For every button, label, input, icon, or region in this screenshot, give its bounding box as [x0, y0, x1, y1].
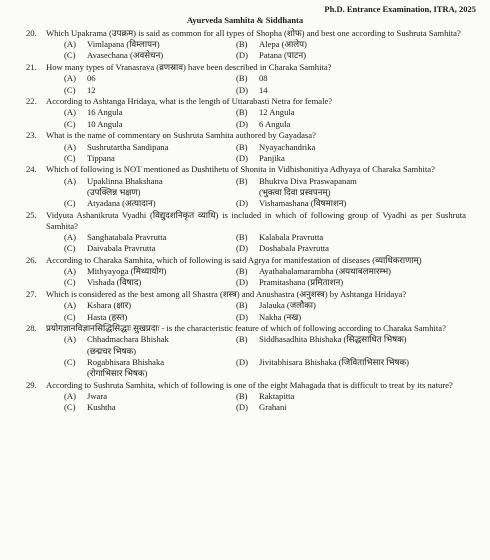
option-label: (B): [236, 107, 248, 118]
option-text: 14: [259, 84, 268, 95]
option-label: (A): [64, 39, 76, 50]
option-label: (D): [236, 402, 248, 413]
option-label: (C): [64, 402, 76, 413]
option: [64, 334, 236, 356]
option-label: (C): [64, 152, 76, 163]
option-label: (C): [64, 84, 76, 95]
option: [236, 277, 466, 288]
option-text: Mithyayoga (मिथ्यायोग): [87, 266, 167, 277]
option-label: (A): [64, 73, 76, 84]
options: [26, 266, 466, 288]
question-text: According to Charaka Samhita, which of following is said Agrya for manifestation of diseases (व्याधिकराणाम्): [46, 255, 422, 266]
question-text: Which of following is NOT mentioned as Dushtihetu of Shonita in Vidhishonitiya Adhyaya of Charaka Samhita?: [46, 164, 435, 175]
question-number: 24.: [26, 164, 37, 175]
question-item: [26, 323, 466, 379]
question-text: According to Ashtanga Hridaya, what is the length of Uttarabasti Netra for female?: [46, 96, 333, 107]
option: [64, 142, 236, 153]
option-text: Jivitabhisara Bhishaka (जिविताभिसार भिषक): [259, 356, 409, 367]
option: [64, 300, 236, 311]
option-label: (D): [236, 311, 248, 322]
option: [236, 334, 466, 356]
question-item: [26, 62, 466, 96]
option-text: Patana (पाटन): [259, 50, 306, 61]
option-label: (B): [236, 73, 248, 84]
option: [236, 85, 466, 96]
option: [64, 119, 236, 130]
option: [64, 73, 236, 84]
option-text: Ayathabalamarambha (अयथाबलमारम्भ): [259, 266, 391, 277]
option-text: Vishamashana (विषमाशन): [259, 198, 347, 209]
question-item: [26, 210, 466, 255]
option-label: (A): [64, 141, 76, 152]
option: [236, 266, 466, 277]
option: [236, 402, 466, 413]
question-item: [26, 380, 466, 414]
option-label: (B): [236, 300, 248, 311]
option-text: Sanghatabala Pravrutta: [87, 232, 167, 243]
option-text: Atyadana (अत्यादान): [87, 198, 156, 209]
option-text: 6 Angula: [259, 118, 291, 129]
option: [236, 153, 466, 164]
question-text: What is the name of commentary on Sushruta Samhita authored by Gayadasa?: [46, 130, 316, 141]
question-item: [26, 289, 466, 323]
options: [26, 142, 466, 164]
option-label: (B): [236, 175, 248, 186]
option: [236, 300, 466, 311]
option-text: Upaklinna Bhakshana: [87, 175, 163, 186]
option-label: (C): [64, 50, 76, 61]
option-label: (D): [236, 152, 248, 163]
option: [236, 176, 466, 198]
question-item: [26, 96, 466, 130]
question-item: [26, 164, 466, 209]
option: [236, 243, 466, 254]
option: [64, 357, 236, 379]
option-text: Daivabala Pravrutta: [87, 243, 156, 254]
question-number: 23.: [26, 130, 37, 141]
option: [64, 107, 236, 118]
question-text: Which is considered as the best among all Shastra (शस्त्र) and Anushastra (अनुशस्त्र) by Ashtanga Hridaya?: [46, 289, 407, 300]
option-label: (D): [236, 243, 248, 254]
question-text: प्रयोगज्ञानविज्ञानसिद्धिसिद्धाः सुखप्रदाः - is the characteristic feature of which of following according to Charaka Samhita?: [46, 323, 446, 334]
option-label: (A): [64, 266, 76, 277]
question-list: [26, 28, 466, 414]
question-text: Which Upakrama (उपक्रम) is said as common for all types of Shopha (शोफ) and best one according to Sushruta Samhita?: [46, 28, 461, 38]
options: [26, 107, 466, 129]
option-text: Panjika: [259, 152, 285, 163]
option: [236, 119, 466, 130]
option-label: (D): [236, 118, 248, 129]
option-label: (B): [236, 334, 248, 345]
option-text: 10 Angula: [87, 118, 123, 129]
option-text: Tippana: [87, 152, 115, 163]
option-text: Doshabala Pravrutta: [259, 243, 329, 254]
option: [64, 243, 236, 254]
option-text: Pramitashana (प्रमिताशन): [259, 277, 344, 288]
option-text: Raktapitta: [259, 391, 295, 401]
option-text: Avasechana (अवसेचन): [87, 50, 164, 61]
option: [64, 85, 236, 96]
option-text: 12: [87, 84, 96, 95]
option: [236, 357, 466, 379]
question-number: 26.: [26, 255, 37, 266]
question-item: [26, 255, 466, 289]
option: [64, 402, 236, 413]
option-label: (D): [236, 356, 248, 367]
option-label: (C): [64, 118, 76, 129]
option: [64, 277, 236, 288]
options: [26, 334, 466, 379]
option-label: (A): [64, 391, 76, 401]
option-text: Bhuktva Diva Praswapanam: [259, 175, 357, 186]
question-number: 27.: [26, 289, 37, 300]
option-text: Grahani: [259, 402, 287, 413]
option-label: (A): [64, 300, 76, 311]
option: [236, 50, 466, 61]
option-label: (C): [64, 311, 76, 322]
options: [26, 39, 466, 61]
option-text: Rogabhisara Bhishaka: [87, 356, 165, 367]
option-label: (D): [236, 277, 248, 288]
option-text: Kushtha: [87, 402, 116, 413]
options: [26, 176, 466, 210]
option: [64, 50, 236, 61]
option-label: (D): [236, 50, 248, 61]
option-text: 08: [259, 73, 268, 84]
options: [26, 73, 466, 95]
option: [236, 232, 466, 243]
option: [64, 391, 236, 402]
option-text: Alepa (आलेप): [259, 39, 307, 50]
question-item: [26, 28, 466, 62]
option-label: (C): [64, 277, 76, 288]
option: [64, 266, 236, 277]
option-text: Vimlapana (विम्लापन): [87, 39, 160, 50]
question-number: 28.: [26, 323, 37, 334]
option-label: (C): [64, 243, 76, 254]
option: [64, 176, 236, 198]
option-text: Jwara: [87, 391, 108, 401]
options: [26, 300, 466, 322]
option: [236, 142, 466, 153]
option-label: (A): [64, 175, 76, 186]
options: [26, 232, 466, 254]
option-label: (B): [236, 232, 248, 243]
option-text: 16 Angula: [87, 107, 123, 118]
option-label: (C): [64, 356, 76, 367]
question-item: [26, 130, 466, 164]
question-text: Vidyuta Ashanikruta Vyadhi (विद्युदशनिकृत व्याधि) is included in which of following group of Vyadhi as per Sushruta Samhita?: [46, 209, 466, 231]
option-text: Nyayachandrika: [259, 141, 316, 152]
option-label: (C): [64, 198, 76, 209]
option-text-devanagari: (उपक्लिन्न भक्षण): [87, 186, 141, 197]
options: [26, 391, 466, 413]
option-text: Kalabala Pravrutta: [259, 232, 324, 243]
option-text-devanagari: (रोगाभिसार भिषक): [87, 368, 148, 379]
option: [64, 198, 236, 209]
option: [236, 198, 466, 209]
option-text: Nakha (नख): [259, 311, 302, 322]
option: [236, 73, 466, 84]
option: [236, 39, 466, 50]
option-text: Kshara (क्षार): [87, 300, 132, 311]
option-label: (D): [236, 84, 248, 95]
option-text: Chhadmachara Bhishak: [87, 334, 169, 345]
option-label: (B): [236, 141, 248, 152]
option-label: (A): [64, 334, 76, 345]
option-label: (A): [64, 232, 76, 243]
option: [236, 391, 466, 402]
option-text: Sushrutartha Sandipana: [87, 141, 169, 152]
option-label: (B): [236, 391, 248, 401]
question-number: 21.: [26, 62, 37, 73]
question-number: 20.: [26, 28, 37, 38]
option-label: (B): [236, 266, 248, 277]
question-text: How many types of Vranasrava (व्रणस्राव) have been described in Charaka Samhita?: [46, 62, 332, 73]
option: [236, 312, 466, 323]
option: [64, 153, 236, 164]
exam-title: Ph.D. Entrance Examination, ITRA, 2025: [324, 4, 476, 14]
option-text: Jalauka (जलौका): [259, 300, 316, 311]
question-text: According to Sushruta Samhita, which of following is one of the eight Mahagada that is difficult to treat by its nature?: [46, 379, 453, 390]
option: [64, 39, 236, 50]
option-text: 06: [87, 73, 96, 84]
option-text-devanagari: (छद्मचर भिषक): [87, 345, 137, 356]
option-label: (A): [64, 107, 76, 118]
option-text: Vishada (विषाद): [87, 277, 142, 288]
question-number: 25.: [26, 209, 37, 220]
subject-title: Ayurveda Samhita & Siddhanta: [186, 15, 304, 25]
option-text: Siddhasadhita Bhishaka (सिद्धसाधित भिषक): [259, 334, 407, 345]
option: [236, 107, 466, 118]
option-text: Hasta (हस्त): [87, 311, 128, 322]
option-text-devanagari: (भुक्त्वा दिवा प्रस्वपनम्): [259, 186, 331, 197]
question-number: 22.: [26, 96, 37, 107]
option: [64, 312, 236, 323]
option-label: (D): [236, 198, 248, 209]
option-text: 12 Angula: [259, 107, 295, 118]
option-label: (B): [236, 39, 248, 50]
option: [64, 232, 236, 243]
question-number: 29.: [26, 379, 37, 390]
